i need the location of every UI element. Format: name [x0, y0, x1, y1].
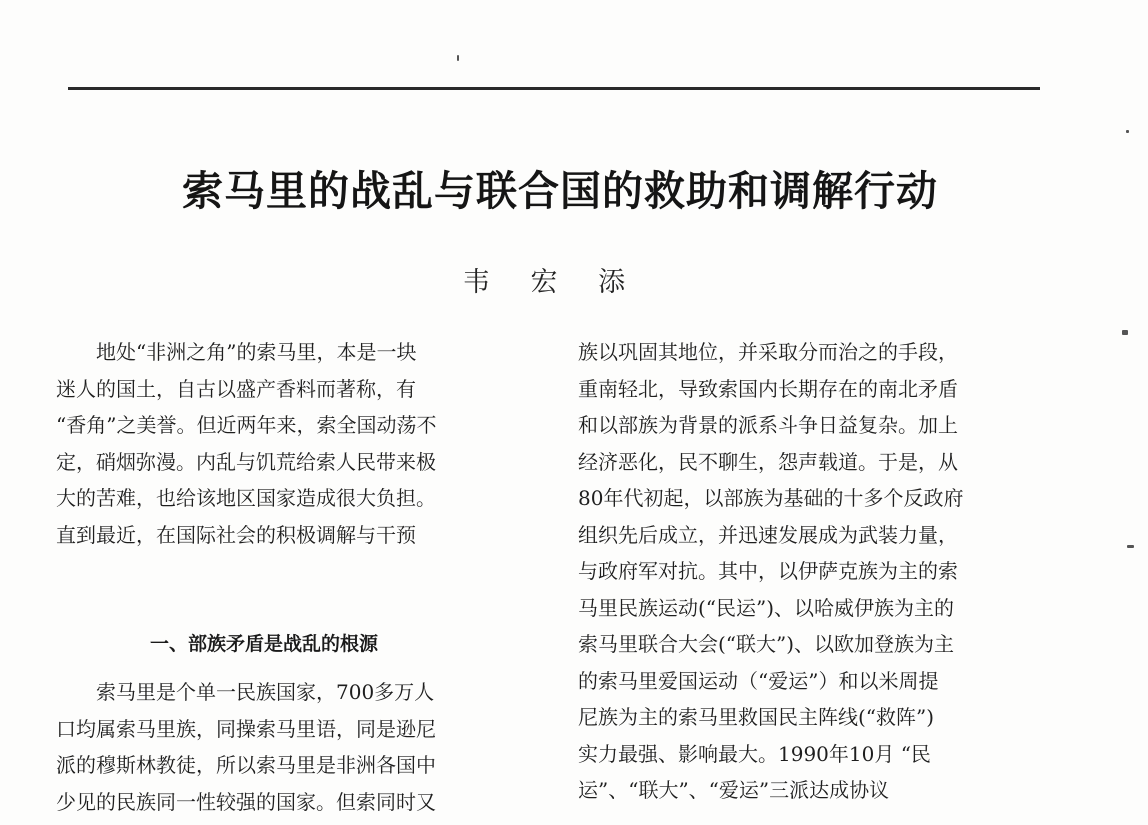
article-author: 韦 宏 添	[462, 267, 642, 298]
text-line: 组织先后成立，并迅速发展成为武装力量，	[578, 522, 958, 547]
text-line: 派的穆斯林教徒，所以索马里是非洲各国中	[56, 753, 436, 777]
text-line: 马里民族运动(“民运”)、以哈威伊族为主的	[578, 595, 955, 620]
text-line: 索马里联合大会(“联大”)、以欧加登族为主	[578, 632, 955, 656]
left-column-intro	[56, 334, 526, 553]
text-line: 直到最近，在国际社会的积极调解与干预	[56, 522, 416, 547]
section-heading: 一、部族矛盾是战乱的根源	[150, 633, 379, 655]
text-line: 运”、“联大”、“爱运”三派达成协议	[578, 778, 890, 802]
text-line: 少见的民族同一性较强的国家。但索同时又	[56, 789, 436, 814]
text-line: 重南轻北，导致索国内长期存在的南北矛盾	[578, 376, 958, 401]
scan-speck	[1122, 330, 1128, 335]
text-line: 族以巩固其地位，并采取分而治之的手段，	[578, 340, 958, 364]
scan-speck	[457, 55, 459, 61]
scan-speck	[1126, 130, 1129, 133]
text-line: 和以部族为背景的派系斗争日益复杂。加上	[578, 413, 958, 437]
text-line: “香角”之美誉。但近两年来，索全国动荡不	[56, 413, 437, 437]
text-line: 尼族为主的索马里救国民主阵线(“救阵”)	[578, 705, 935, 729]
text-line: 地处“非洲之角”的索马里，本是一块	[56, 340, 417, 364]
scan-speck	[1127, 545, 1134, 548]
text-line: 迷人的国土，自古以盛产香料而著称，有	[56, 376, 416, 401]
right-column	[578, 334, 1048, 809]
header-rule	[68, 87, 1040, 90]
text-line: 与政府军对抗。其中，以伊萨克族为主的索	[578, 559, 958, 583]
left-column-section-body	[56, 674, 526, 820]
text-line: 的索马里爱国运动（“爱运”）和以米周提	[578, 668, 939, 693]
text-line: 80年代初起，以部族为基础的十多个反政府	[578, 486, 964, 510]
article-title: 索马里的战乱与联合国的救助和调解行动	[182, 167, 938, 215]
text-line: 定，硝烟弥漫。内乱与饥荒给索人民带来极	[56, 449, 436, 474]
text-line: 索马里是个单一民族国家，700多万人	[56, 680, 435, 704]
text-line: 经济恶化，民不聊生，怨声载道。于是，从	[578, 449, 958, 474]
text-line: 大的苦难，也给该地区国家造成很大负担。	[56, 486, 436, 510]
text-line: 口均属索马里族，同操索马里语，同是逊尼	[56, 716, 436, 741]
text-line: 实力最强、影响最大。1990年10月 “民	[578, 741, 931, 766]
